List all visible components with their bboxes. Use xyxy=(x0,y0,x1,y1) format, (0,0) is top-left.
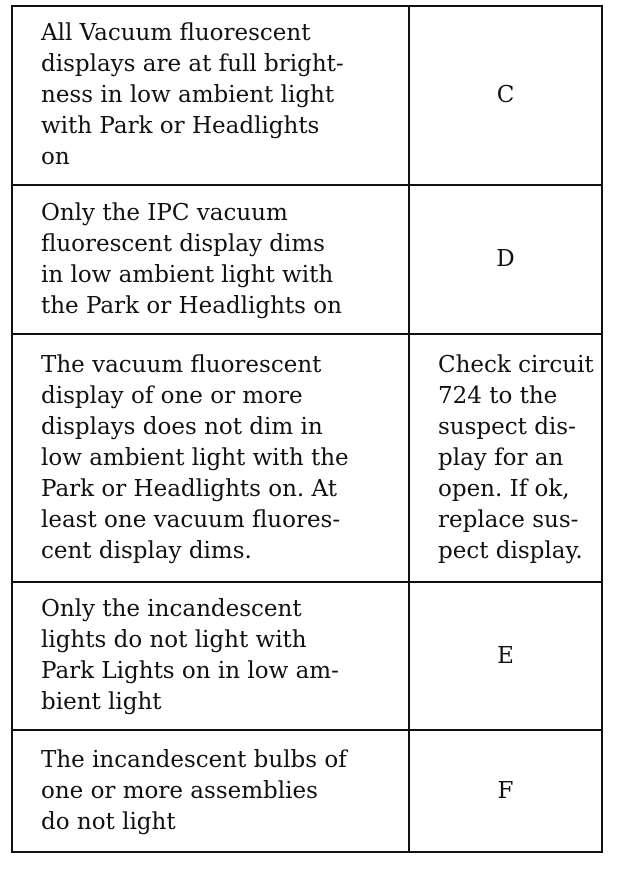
action-line: replace sus- xyxy=(438,506,579,533)
action-line: F xyxy=(497,777,514,804)
symptom-line: displays are at full bright- xyxy=(41,51,344,77)
symptom-line: displays does not dim in xyxy=(41,413,323,440)
symptom-line: Only the incandescent xyxy=(41,596,302,622)
symptom-cell xyxy=(12,6,409,185)
symptom-line: do not light xyxy=(41,808,176,835)
action-line: suspect dis- xyxy=(438,413,576,440)
symptom-line: on xyxy=(41,144,70,170)
action-cell xyxy=(409,334,602,582)
symptom-line: the Park or Headlights on xyxy=(41,292,342,319)
symptom-line: low ambient light with the xyxy=(41,444,349,471)
symptom-line: with Park or Headlights xyxy=(41,113,320,139)
symptom-line: bient light xyxy=(41,689,162,715)
symptom-line: Park Lights on in low am- xyxy=(41,658,339,684)
symptom-line: one or more assemblies xyxy=(41,777,318,804)
symptom-cell xyxy=(12,730,409,852)
table-row xyxy=(12,334,602,582)
symptom-line: cent display dims. xyxy=(41,537,252,564)
table-row xyxy=(12,730,602,852)
symptom-cell xyxy=(12,334,409,582)
table-row xyxy=(12,6,602,185)
table-row xyxy=(12,185,602,334)
action-cell xyxy=(409,730,602,852)
symptom-line: display of one or more xyxy=(41,382,303,409)
symptom-line: ness in low ambient light xyxy=(41,82,335,108)
symptom-line: least one vacuum fluores- xyxy=(41,506,341,533)
action-cell xyxy=(409,6,602,185)
symptom-line: All Vacuum fluorescent xyxy=(41,20,311,46)
action-line: E xyxy=(497,642,514,669)
diagnostic-table xyxy=(11,5,603,853)
action-line: Check circuit xyxy=(438,351,594,378)
symptom-line: The incandescent bulbs of xyxy=(41,746,347,773)
table-row xyxy=(12,582,602,730)
action-line: pect display. xyxy=(438,537,583,564)
symptom-line: lights do not light with xyxy=(41,627,307,653)
symptom-cell xyxy=(12,582,409,730)
action-line: play for an xyxy=(438,444,564,471)
action-cell xyxy=(409,582,602,730)
action-line: C xyxy=(496,82,515,108)
action-cell xyxy=(409,185,602,334)
symptom-cell xyxy=(12,185,409,334)
symptom-line: Only the IPC vacuum xyxy=(41,199,288,226)
action-line: 724 to the xyxy=(438,382,558,409)
action-line: open. If ok, xyxy=(438,475,570,502)
symptom-line: The vacuum fluorescent xyxy=(41,351,322,378)
symptom-line: in low ambient light with xyxy=(41,261,334,288)
symptom-line: fluorescent display dims xyxy=(41,230,325,257)
symptom-line: Park or Headlights on. At xyxy=(41,475,337,502)
action-line: D xyxy=(496,246,515,272)
